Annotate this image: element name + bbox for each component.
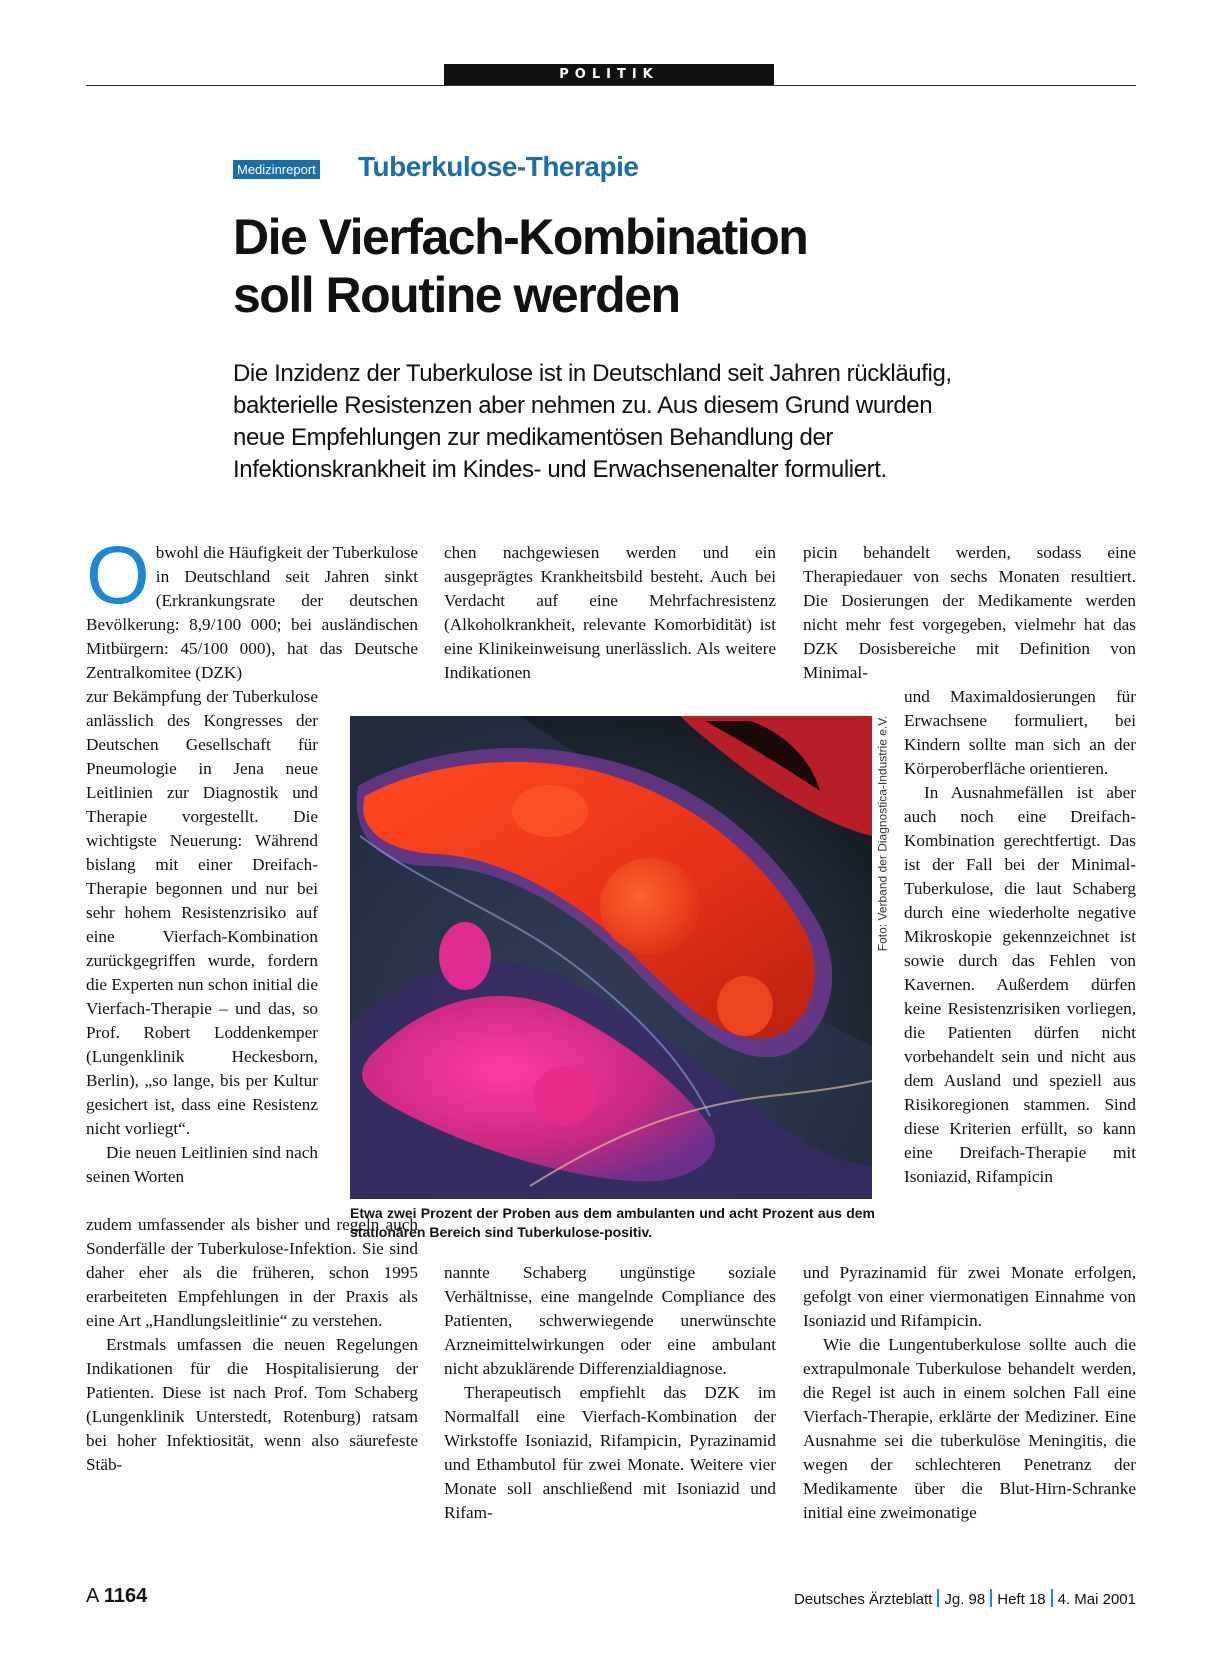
column-3-top (803, 541, 1136, 685)
journal-info (794, 1589, 1136, 1608)
column-1-top (86, 530, 418, 685)
paragraph: zudem umfassender als bisher und regeln auch Sonderfälle der Tuberkulose-Infektion. Sie sind daher eher als die früheren, schon 1995 erarbeiteten Empfehlungen in der Praxis als eine Art „Handlungsleitlinie“ zu verstehen. (86, 1215, 418, 1330)
photo-credit-text: Foto: Verband der Diagnostica-Industrie e.V. (875, 715, 890, 952)
column-2-bottom (444, 1261, 776, 1525)
column-1-wrap (86, 685, 318, 1189)
paragraph: In Ausnahmefällen ist aber auch noch eine Dreifach-Kombination gerechtfertigt. Das ist der Fall bei der Minimal-Tuberkulose, die laut Schaberg durch eine wiederholte negative Mikroskopie gekennzeichnet ist sowie durch das Fehlen von Kavernen. Außerdem dürfen keine Resistenzrisiken vorliegen, die Patienten dürfen nicht vorbehandelt sein und nicht aus dem Ausland und speziell aus Risikoregionen stammen. Sind diese Kriterien erfüllt, so kann eine Dreifach-Therapie mit Isoniazid, Rifampicin (904, 783, 1136, 1186)
paragraph: und Maximaldosierungen für Erwachsene formuliert, bei Kindern sollte man sich an der Körperoberfläche orientieren. (904, 687, 1136, 778)
column-1-bottom (86, 1213, 418, 1477)
category-badge: Medizinreport (233, 160, 320, 179)
paragraph: Therapeutisch empfiehlt das DZK im Normalfall eine Vierfach-Kombination der Wirkstoffe Isoniazid, Rifampicin, Pyrazinamid und Ethambutol für zwei Monate. Weitere vier Monate soll anschließend mit Isoniazid und Rifam- (444, 1383, 776, 1522)
paragraph: Erstmals umfassen die neuen Regelungen Indikationen für die Hospitalisierung der Patienten. Diese ist nach Prof. Tom Schaberg (Lungenklinik Unterstedt, Rotenburg) ratsam bei hoher Infektiosität, wenn also säurefeste Stäb- (86, 1335, 418, 1474)
journal-volume: Jg. 98 (944, 1591, 986, 1608)
page-prefix: A (86, 1585, 99, 1607)
photo-credit (875, 716, 889, 1199)
separator (990, 1589, 992, 1607)
column-2-top (444, 541, 776, 685)
paragraph: nannte Schaberg ungünstige soziale Verhältnisse, eine mangelnde Compliance des Patienten, schwerwiegende unerwünschte Arzneimittelwirkungen oder eine ambulant nicht abzuklärende Differenzialdiagnose. (444, 1263, 776, 1378)
journal-date: 4. Mai 2001 (1057, 1591, 1136, 1608)
journal-name: Deutsches Ärzteblatt (793, 1591, 933, 1608)
lead-line: neue Empfehlungen zur medikamentösen Behandlung der (233, 424, 834, 451)
separator (937, 1589, 939, 1607)
headline (233, 208, 1133, 324)
section-label: POLITIK (444, 64, 774, 85)
page-number-value: 1164 (103, 1585, 148, 1607)
paragraph: und Pyrazinamid für zwei Monate erfolgen, gefolgt von einer viermonatigen Einnahme von Isoniazid und Rifampicin. (803, 1263, 1136, 1330)
dropcap: O (86, 530, 150, 621)
paragraph-text: bwohl die Häufigkeit der Tuberkulose in Deutschland seit Jahren sinkt (Erkrankungsrate der deutschen Bevölkerung: 8,9/100 000; bei ausländischen Mitbürgern: 45/100 000), hat das Deutsche Zentralkomitee (DZK) (86, 543, 418, 682)
separator (1051, 1589, 1053, 1607)
photo-caption: Etwa zwei Prozent der Proben aus dem ambulanten und acht Prozent aus dem stationären Bereich sind Tuberkulose-positiv. (350, 1205, 875, 1240)
lead-line: bakterielle Resistenzen aber nehmen zu. Aus diesem Grund wurden (233, 392, 933, 419)
lead-paragraph (233, 358, 1053, 486)
article-topic: Tuberkulose-Therapie (358, 151, 639, 182)
paragraph: zur Bekämpfung der Tuberkulose anlässlich des Kongresses der Deutschen Gesellschaft für Pneumologie in Jena neue Leitlinien zur Diagnostik und Therapie vorgestellt. Die wichtigste Neuerung: Während bislang mit einer Dreifach-Therapie begonnen und nur bei sehr hohem Resistenzrisiko auf eine Vierfach-Kombination zurückgegriffen wurde, fordern die Experten nun schon initial die Vierfach-Therapie – und das, so Prof. Robert Loddenkemper (Lungenklinik Heckesborn, Berlin), „so lange, bis per Kultur gesichert ist, dass eine Resistenz nicht vorliegt“. (86, 687, 318, 1138)
lead-line: Die Inzidenz der Tuberkulose ist in Deutschland seit Jahren rückläufig, (233, 360, 952, 387)
paragraph: picin behandelt werden, sodass eine Therapiedauer von sechs Monaten resultiert. Die Dosierungen der Medikamente werden nicht mehr fest vorgegeben, vielmehr hat das DZK Dosisbereiche mit Definition von Minimal- (803, 543, 1136, 682)
paragraph: Wie die Lungentuberkulose sollte auch die extrapulmonale Tuberkulose behandelt werden, die Regel ist auch in einem solchen Fall eine Vierfach-Therapie, erklärte der Mediziner. Eine Ausnahme sei die tuberkulöse Meningitis, die wegen der schlechteren Penetranz der Medikamente über die Blut-Hirn-Schranke initial eine zweimonatige (803, 1335, 1136, 1522)
headline-line: soll Routine werden (233, 267, 680, 323)
column-3-wrap (904, 685, 1136, 1189)
page-number (86, 1585, 147, 1608)
paragraph: chen nachgewiesen werden und ein ausgeprägtes Krankheitsbild besteht. Auch bei Verdacht auf eine Mehrfachresistenz (Alkoholkrankheit, relevante Komorbidität) ist eine Klinikeinweisung unerlässlich. Als weitere Indikationen (444, 543, 776, 682)
paragraph: Die neuen Leitlinien sind nach seinen Worten (86, 1143, 318, 1186)
lead-line: Infektionskrankheit im Kindes- und Erwachsenenalter formuliert. (233, 456, 887, 483)
microscopy-photo (350, 716, 872, 1199)
column-3-bottom (803, 1261, 1136, 1525)
headline-line: Die Vierfach-Kombination (233, 209, 808, 265)
journal-issue: Heft 18 (997, 1591, 1046, 1608)
header-rule (86, 85, 1136, 86)
